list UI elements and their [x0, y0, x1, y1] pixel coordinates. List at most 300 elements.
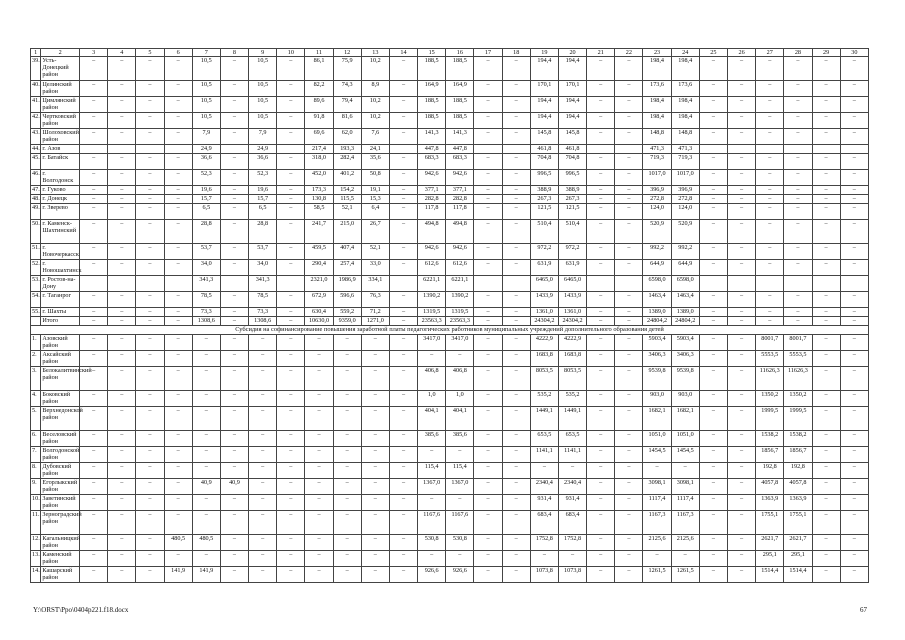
value-cell: 3406,3	[643, 351, 671, 367]
value-cell: –	[756, 244, 784, 260]
value-cell: –	[840, 170, 868, 186]
value-cell: –	[192, 463, 220, 479]
value-cell: –	[474, 479, 502, 495]
value-cell: –	[812, 567, 840, 583]
value-cell: –	[192, 367, 220, 391]
value-cell	[220, 276, 248, 292]
row-name: г. Новошахтинск	[42, 260, 82, 274]
value-cell: –	[389, 260, 417, 276]
value-cell: 6221,1	[418, 276, 446, 292]
value-cell: 52,3	[192, 170, 220, 186]
value-cell: –	[80, 447, 108, 463]
value-cell: –	[727, 391, 755, 407]
value-cell: –	[249, 351, 277, 367]
value-cell: –	[277, 170, 305, 186]
value-cell: 1,0	[418, 391, 446, 407]
value-cell: –	[502, 431, 530, 447]
value-cell: –	[192, 551, 220, 567]
value-cell: –	[389, 511, 417, 535]
value-cell: –	[615, 479, 643, 495]
value-cell: –	[502, 407, 530, 431]
value-cell: –	[615, 367, 643, 391]
value-cell: –	[474, 495, 502, 511]
value-cell: 6465,0	[558, 276, 586, 292]
value-cell: –	[164, 244, 192, 260]
value-cell: 1682,1	[671, 407, 699, 431]
value-cell: 10,2	[361, 113, 389, 129]
value-cell: 194,4	[558, 97, 586, 113]
value-cell: –	[220, 57, 248, 81]
value-cell: 24304,2	[530, 317, 558, 326]
row-name: Кагальницкий район	[42, 535, 81, 549]
value-cell: 164,9	[446, 81, 474, 97]
value-cell: –	[812, 113, 840, 129]
value-cell: –	[474, 391, 502, 407]
value-cell	[756, 145, 784, 154]
row-name: Верхнедонской район	[41, 407, 80, 431]
value-cell: –	[136, 170, 164, 186]
value-cell: –	[108, 351, 136, 367]
table-row	[31, 567, 869, 583]
value-cell: 6,5	[192, 204, 220, 220]
row-name: Аксайский район	[41, 351, 80, 367]
value-cell: –	[333, 567, 361, 583]
value-cell: –	[727, 195, 755, 204]
value-cell: 653,5	[530, 431, 558, 447]
value-cell: 2125,6	[643, 535, 671, 551]
value-cell: –	[108, 154, 136, 170]
value-cell: 596,6	[333, 292, 361, 308]
value-cell: –	[502, 113, 530, 129]
value-cell: 2125,6	[671, 535, 699, 551]
value-cell: –	[840, 479, 868, 495]
value-cell: –	[502, 97, 530, 113]
value-cell: –	[80, 195, 108, 204]
value-cell: 461,8	[530, 145, 558, 154]
value-cell: –	[699, 351, 727, 367]
value-cell: –	[727, 551, 755, 567]
value-cell: –	[502, 292, 530, 308]
value-cell: –	[136, 463, 164, 479]
value-cell: 2340,4	[530, 479, 558, 495]
value-cell: 3417,0	[446, 335, 474, 351]
value-cell: –	[727, 129, 755, 145]
value-cell: –	[615, 431, 643, 447]
value-cell: –	[756, 195, 784, 204]
value-cell: –	[727, 204, 755, 220]
column-number: 30	[840, 49, 868, 57]
value-cell: 972,2	[558, 244, 586, 260]
value-cell: –	[108, 308, 136, 317]
value-cell: –	[615, 463, 643, 479]
value-cell: –	[277, 308, 305, 317]
value-cell: –	[587, 431, 615, 447]
row-name: Боковский район	[41, 391, 80, 407]
value-cell: –	[192, 351, 220, 367]
value-cell: –	[587, 335, 615, 351]
row-number: 39.	[31, 57, 41, 81]
value-cell: 704,8	[530, 154, 558, 170]
row-number: 10.	[31, 495, 41, 511]
value-cell: 1361,0	[558, 308, 586, 317]
column-number: 14	[389, 49, 417, 57]
value-cell: 1141,1	[558, 447, 586, 463]
value-cell: 23563,3	[446, 317, 474, 326]
value-cell: 15,3	[361, 195, 389, 204]
value-cell: –	[784, 244, 812, 260]
value-cell: 52,1	[333, 204, 361, 220]
value-cell: 241,7	[305, 220, 333, 244]
value-cell: 115,4	[418, 463, 446, 479]
value-cell: 8001,7	[756, 335, 784, 351]
value-cell: 10,2	[361, 97, 389, 113]
value-cell: –	[812, 447, 840, 463]
value-cell: –	[389, 431, 417, 447]
value-cell: –	[80, 170, 108, 186]
value-cell: 3417,0	[418, 335, 446, 351]
value-cell	[812, 145, 840, 154]
value-cell: 1752,8	[558, 535, 586, 551]
value-cell	[812, 276, 840, 292]
value-cell: 78,5	[249, 292, 277, 308]
value-cell: –	[587, 317, 615, 326]
value-cell: –	[305, 391, 333, 407]
value-cell: 6,4	[361, 204, 389, 220]
value-cell: –	[446, 495, 474, 511]
value-cell: –	[587, 220, 615, 244]
value-cell: 6221,1	[446, 276, 474, 292]
row-name: г. Донецк	[41, 195, 80, 204]
value-cell: 10,5	[192, 113, 220, 129]
value-cell: –	[474, 463, 502, 479]
value-cell: –	[389, 391, 417, 407]
value-cell: –	[220, 567, 248, 583]
value-cell: –	[220, 335, 248, 351]
value-cell: 24,1	[361, 145, 389, 154]
row-number: 11.	[31, 511, 41, 535]
value-cell: 1389,0	[671, 308, 699, 317]
value-cell	[136, 145, 164, 154]
value-cell: –	[164, 292, 192, 308]
value-cell: –	[587, 495, 615, 511]
value-cell: –	[699, 317, 727, 326]
value-cell: 1261,5	[643, 567, 671, 583]
value-cell: 1755,1	[784, 511, 812, 535]
value-cell: 33,0	[361, 260, 389, 276]
value-cell: –	[615, 511, 643, 535]
value-cell: –	[277, 292, 305, 308]
row-number: 12.	[31, 535, 41, 551]
row-name: Белокалитвинский район	[41, 367, 80, 391]
value-cell: 86,1	[305, 57, 333, 81]
value-cell: –	[333, 367, 361, 391]
value-cell: 173,6	[643, 81, 671, 97]
value-cell	[840, 276, 868, 292]
value-cell: 480,5	[164, 535, 192, 551]
value-cell: –	[784, 186, 812, 195]
value-cell: –	[840, 567, 868, 583]
value-cell: –	[502, 351, 530, 367]
value-cell: –	[756, 308, 784, 317]
value-cell: 8053,5	[530, 367, 558, 391]
value-cell: –	[277, 351, 305, 367]
value-cell: –	[389, 97, 417, 113]
value-cell: –	[699, 535, 727, 551]
value-cell: –	[220, 463, 248, 479]
value-cell: 154,2	[333, 186, 361, 195]
value-cell: 34,0	[192, 260, 220, 276]
value-cell: 73,3	[249, 308, 277, 317]
value-cell: 9539,8	[643, 367, 671, 391]
value-cell: –	[812, 195, 840, 204]
value-cell: –	[108, 407, 136, 431]
value-cell: –	[277, 113, 305, 129]
value-cell: –	[727, 511, 755, 535]
value-cell: –	[587, 567, 615, 583]
row-name: Егорлыкский район	[41, 479, 80, 495]
value-cell: –	[502, 463, 530, 479]
value-cell: 7,9	[192, 129, 220, 145]
value-cell: 121,5	[558, 204, 586, 220]
value-cell: –	[164, 407, 192, 431]
value-cell: 10630,0	[305, 317, 333, 326]
value-cell: –	[220, 170, 248, 186]
value-cell: 81,6	[333, 113, 361, 129]
value-cell: –	[502, 220, 530, 244]
value-cell: 148,8	[643, 129, 671, 145]
value-cell: –	[389, 551, 417, 567]
value-cell: –	[361, 447, 389, 463]
value-cell: –	[812, 129, 840, 145]
value-cell: 1308,6	[192, 317, 220, 326]
table-row	[31, 511, 869, 535]
value-cell: –	[361, 335, 389, 351]
value-cell: 10,5	[249, 113, 277, 129]
value-cell: –	[108, 220, 136, 244]
value-cell: 173,3	[305, 186, 333, 195]
value-cell: –	[389, 308, 417, 317]
value-cell: 459,5	[305, 244, 333, 260]
value-cell: –	[418, 447, 446, 463]
value-cell: –	[840, 308, 868, 317]
value-cell: 6,5	[249, 204, 277, 220]
value-cell: –	[699, 170, 727, 186]
value-cell: –	[108, 186, 136, 195]
value-cell	[615, 276, 643, 292]
value-cell: –	[812, 81, 840, 97]
value-cell: –	[277, 463, 305, 479]
row-name: Зерноградский район	[41, 511, 80, 535]
value-cell: –	[333, 495, 361, 511]
value-cell: –	[277, 154, 305, 170]
value-cell: –	[840, 244, 868, 260]
value-cell: –	[333, 351, 361, 367]
value-cell: –	[80, 463, 108, 479]
value-cell: –	[784, 154, 812, 170]
column-number: 3	[80, 49, 108, 57]
value-cell: 1449,1	[558, 407, 586, 431]
value-cell: –	[727, 57, 755, 81]
value-cell	[80, 145, 108, 154]
value-cell: 11626,3	[756, 367, 784, 391]
value-cell: –	[108, 260, 136, 276]
value-cell: –	[615, 57, 643, 81]
value-cell: –	[333, 407, 361, 431]
value-cell: 1117,4	[671, 495, 699, 511]
value-cell: –	[474, 57, 502, 81]
value-cell: –	[699, 113, 727, 129]
value-cell: 8001,7	[784, 335, 812, 351]
value-cell: –	[418, 351, 446, 367]
value-cell: –	[80, 391, 108, 407]
value-cell	[699, 145, 727, 154]
value-cell: 198,4	[671, 57, 699, 81]
value-cell: –	[840, 511, 868, 535]
value-cell: 115,4	[446, 463, 474, 479]
value-cell: –	[615, 195, 643, 204]
row-number: 53.	[31, 276, 41, 292]
value-cell: –	[812, 535, 840, 551]
row-name: Цимлянский район	[41, 97, 80, 113]
value-cell: –	[587, 292, 615, 308]
value-cell: –	[249, 367, 277, 391]
value-cell: 471,3	[643, 145, 671, 154]
value-cell: 130,8	[305, 195, 333, 204]
table-row	[31, 57, 869, 81]
value-cell: –	[840, 260, 868, 276]
value-cell: –	[699, 335, 727, 351]
value-cell: –	[502, 129, 530, 145]
column-number: 29	[812, 49, 840, 57]
value-cell: –	[249, 447, 277, 463]
value-cell: –	[587, 367, 615, 391]
value-cell: 194,4	[530, 57, 558, 81]
table-row	[31, 463, 869, 479]
value-cell: –	[446, 447, 474, 463]
value-cell: –	[502, 244, 530, 260]
column-number: 2	[41, 49, 80, 57]
row-name: Заветинский район	[41, 495, 80, 511]
value-cell: –	[80, 220, 108, 244]
column-number: 28	[784, 49, 812, 57]
value-cell: –	[108, 129, 136, 145]
value-cell: –	[277, 407, 305, 431]
value-cell: –	[727, 447, 755, 463]
value-cell: –	[812, 97, 840, 113]
value-cell: –	[361, 535, 389, 551]
value-cell: 78,5	[192, 292, 220, 308]
value-cell: –	[192, 335, 220, 351]
value-cell: –	[164, 308, 192, 317]
value-cell: –	[784, 113, 812, 129]
value-cell: 2340,4	[558, 479, 586, 495]
value-cell: 494,8	[418, 220, 446, 244]
column-number: 26	[727, 49, 755, 57]
value-cell: 1017,0	[643, 170, 671, 186]
value-cell: –	[80, 335, 108, 351]
value-cell: –	[840, 154, 868, 170]
value-cell: 10,5	[192, 57, 220, 81]
value-cell: 89,6	[305, 97, 333, 113]
table-row	[31, 145, 869, 154]
value-cell: –	[192, 407, 220, 431]
value-cell: –	[812, 495, 840, 511]
value-cell: –	[840, 447, 868, 463]
value-cell: –	[587, 351, 615, 367]
value-cell: 1051,0	[671, 431, 699, 447]
value-cell: –	[812, 244, 840, 260]
row-name: г. Ростов-на-Дону	[41, 276, 80, 292]
value-cell	[502, 276, 530, 292]
value-cell: –	[80, 317, 108, 326]
value-cell: –	[80, 495, 108, 511]
value-cell: –	[108, 447, 136, 463]
value-cell: –	[699, 57, 727, 81]
value-cell: 520,9	[643, 220, 671, 244]
value-cell: –	[277, 195, 305, 204]
value-cell: –	[108, 113, 136, 129]
value-cell: –	[389, 335, 417, 351]
value-cell	[502, 145, 530, 154]
value-cell: –	[220, 292, 248, 308]
value-cell: –	[220, 244, 248, 260]
value-cell: 6465,0	[530, 276, 558, 292]
value-cell: –	[474, 367, 502, 391]
value-cell: 1271,0	[361, 317, 389, 326]
value-cell: –	[699, 292, 727, 308]
value-cell: –	[812, 511, 840, 535]
value-cell: –	[474, 551, 502, 567]
value-cell: –	[699, 195, 727, 204]
value-cell: –	[727, 113, 755, 129]
value-cell: –	[502, 57, 530, 81]
row-number: 55.	[32, 308, 40, 315]
value-cell: –	[587, 57, 615, 81]
value-cell: 1350,2	[784, 391, 812, 407]
value-cell: –	[615, 244, 643, 260]
value-cell: 404,1	[446, 407, 474, 431]
row-number: 45.	[31, 154, 41, 170]
value-cell: –	[277, 431, 305, 447]
value-cell: 82,2	[305, 81, 333, 97]
row-name: Чертковский район	[41, 113, 80, 129]
row-name: г. Азов	[41, 145, 80, 154]
value-cell: –	[220, 220, 248, 244]
value-cell: –	[277, 220, 305, 244]
value-cell: 7,6	[361, 129, 389, 145]
value-cell: –	[108, 97, 136, 113]
value-cell: 385,6	[418, 431, 446, 447]
value-cell: 141,3	[446, 129, 474, 145]
value-cell: –	[192, 511, 220, 535]
value-cell: 1999,5	[784, 407, 812, 431]
value-cell: 272,8	[671, 195, 699, 204]
value-cell: 11626,3	[784, 367, 812, 391]
value-cell: –	[136, 317, 164, 326]
value-cell: –	[389, 567, 417, 583]
value-cell: –	[812, 367, 840, 391]
value-cell: –	[277, 567, 305, 583]
table-row	[31, 367, 869, 391]
row-number: 1.	[31, 335, 41, 351]
value-cell	[615, 145, 643, 154]
column-number: 27	[756, 49, 784, 57]
value-cell: 35,6	[361, 154, 389, 170]
value-cell: 267,3	[558, 195, 586, 204]
value-cell: –	[784, 97, 812, 113]
value-cell: 1,0	[446, 391, 474, 407]
value-cell	[840, 145, 868, 154]
